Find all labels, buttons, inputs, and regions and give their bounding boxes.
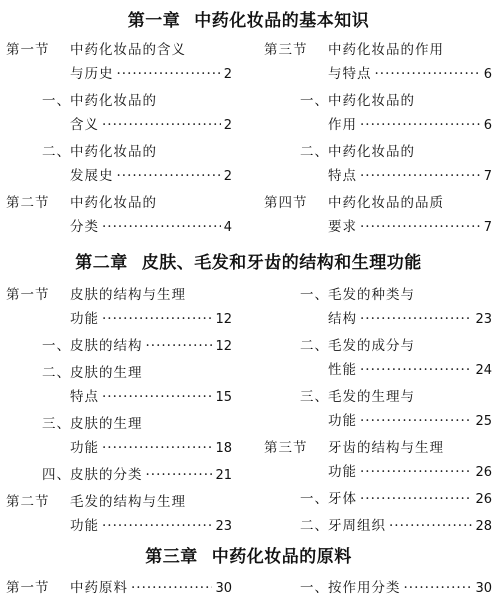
toc-entry-number: 一、 (300, 287, 329, 303)
dot-leader (404, 578, 473, 598)
toc-entry-number: 二、 (42, 144, 71, 160)
toc-entry[interactable] (6, 336, 232, 360)
dot-leader (360, 115, 481, 135)
dot-leader (117, 166, 221, 186)
page-number: 21 (215, 468, 232, 483)
toc-entry-title: 特点 (70, 389, 99, 405)
toc-entry-title: 毛发的结构与生理 (70, 494, 186, 510)
dot-leader (360, 489, 472, 509)
page-number: 23 (475, 312, 492, 327)
chapter-heading-2 (0, 248, 497, 273)
toc-entry-title: 中药化妆品的 (70, 93, 157, 109)
toc-entry-title: 与历史 (70, 66, 114, 82)
chapter-heading-1 (0, 6, 497, 31)
toc-entry[interactable] (6, 492, 232, 540)
dot-leader (102, 309, 212, 329)
dot-leader (360, 309, 472, 329)
toc-entry-title: 皮肤的结构与生理 (70, 287, 186, 303)
toc-entry-title: 作用 (328, 117, 357, 133)
page-number: 30 (475, 581, 492, 596)
toc-entry-title: 中药化妆品的作用 (328, 42, 444, 58)
toc-entry[interactable] (264, 193, 492, 241)
dot-leader (389, 516, 472, 536)
dot-leader (146, 336, 213, 356)
toc-entry[interactable] (264, 438, 492, 486)
toc-entry[interactable] (6, 91, 232, 139)
toc-entry-title: 中药化妆品的 (328, 144, 415, 160)
page-number: 2 (223, 118, 232, 133)
chapter-heading-3 (0, 542, 497, 567)
toc-entry-number: 第三节 (264, 440, 308, 456)
toc-entry-number: 一、 (42, 338, 71, 354)
toc-entry-title: 牙体 (328, 491, 357, 507)
chapter-title: 中药化妆品的基本知识 (194, 11, 370, 31)
toc-entry-title: 中药化妆品的 (70, 195, 157, 211)
toc-entry-title: 含义 (70, 117, 99, 133)
dot-leader (102, 438, 212, 458)
toc-entry-number: 二、 (300, 338, 329, 354)
toc-entry-number: 第四节 (264, 195, 308, 211)
toc-entry-number: 四、 (42, 467, 71, 483)
toc-entry-number: 第二节 (6, 494, 50, 510)
toc-entry-title: 中药化妆品的 (328, 93, 415, 109)
toc-entry-title: 功能 (70, 311, 99, 327)
page-number: 12 (215, 312, 232, 327)
page-number: 24 (475, 363, 492, 378)
page-number: 26 (475, 492, 492, 507)
toc-entry[interactable] (264, 40, 492, 88)
page-number: 12 (215, 339, 232, 354)
page-number: 6 (483, 67, 492, 82)
toc-entry[interactable] (264, 285, 492, 333)
toc-entry[interactable] (264, 578, 492, 602)
toc-entry-title: 皮肤的生理 (70, 365, 143, 381)
toc-entry-title: 功能 (70, 518, 99, 534)
toc-entry-number: 三、 (42, 416, 71, 432)
toc-entry-title: 发展史 (70, 168, 114, 184)
chapter-number: 第三章 (145, 547, 198, 567)
dot-leader (360, 360, 472, 380)
toc-entry-title: 毛发的成分与 (328, 338, 415, 354)
page-number: 4 (223, 220, 232, 235)
dot-leader (146, 465, 213, 485)
toc-entry-title: 要求 (328, 219, 357, 235)
toc-entry-title: 中药原料 (70, 580, 128, 596)
toc-entry-number: 一、 (42, 93, 71, 109)
toc-entry[interactable] (264, 489, 492, 513)
toc-entry-number: 第一节 (6, 580, 50, 596)
chapter-title: 皮肤、毛发和牙齿的结构和生理功能 (141, 253, 422, 273)
toc-entry-number: 第一节 (6, 287, 50, 303)
toc-entry-title: 功能 (70, 440, 99, 456)
toc-entry-title: 与特点 (328, 66, 372, 82)
toc-entry[interactable] (6, 40, 232, 88)
toc-entry-title: 中药化妆品的品质 (328, 195, 444, 211)
toc-entry[interactable] (264, 142, 492, 190)
toc-entry[interactable] (6, 363, 232, 411)
toc-entry-number: 二、 (42, 365, 71, 381)
toc-entry-number: 一、 (300, 93, 329, 109)
page-number: 18 (215, 441, 232, 456)
toc-entry-number: 第二节 (6, 195, 50, 211)
dot-leader (360, 217, 481, 237)
toc-entry-title: 功能 (328, 413, 357, 429)
dot-leader (102, 217, 221, 237)
toc-entry-number: 三、 (300, 389, 329, 405)
toc-entry-number: 第三节 (264, 42, 308, 58)
page-number: 7 (483, 220, 492, 235)
dot-leader (102, 115, 221, 135)
dot-leader (131, 578, 212, 598)
toc-entry-title: 牙周组织 (328, 518, 386, 534)
page-number: 23 (215, 519, 232, 534)
toc-entry-title: 皮肤的结构 (70, 338, 143, 354)
toc-entry-title: 性能 (328, 362, 357, 378)
dot-leader (375, 64, 481, 84)
page-number: 2 (223, 169, 232, 184)
toc-entry-number: 一、 (300, 491, 329, 507)
chapter-number: 第二章 (75, 253, 128, 273)
chapter-title: 中药化妆品的原料 (211, 547, 352, 567)
toc-entry[interactable] (6, 193, 232, 241)
dot-leader (360, 462, 472, 482)
page-number: 2 (223, 67, 232, 82)
toc-entry-title: 牙齿的结构与生理 (328, 440, 444, 456)
toc-entry[interactable] (6, 414, 232, 462)
toc-entry-title: 按作用分类 (328, 580, 401, 596)
page-number: 26 (475, 465, 492, 480)
toc-entry-number: 二、 (300, 518, 329, 534)
toc-entry-number: 二、 (300, 144, 329, 160)
dot-leader (102, 387, 212, 407)
toc-entry-title: 毛发的生理与 (328, 389, 415, 405)
toc-entry-title: 功能 (328, 464, 357, 480)
page-number: 7 (483, 169, 492, 184)
toc-entry[interactable] (6, 142, 232, 190)
page-number: 30 (215, 581, 232, 596)
page-number: 15 (215, 390, 232, 405)
toc-entry[interactable] (264, 336, 492, 384)
toc-entry-title: 中药化妆品的 (70, 144, 157, 160)
toc-entry-title: 结构 (328, 311, 357, 327)
toc-entry-title: 毛发的种类与 (328, 287, 415, 303)
toc-entry-number: 第一节 (6, 42, 50, 58)
toc-entry[interactable] (264, 516, 492, 540)
toc-entry-title: 皮肤的分类 (70, 467, 143, 483)
toc-entry[interactable] (264, 91, 492, 139)
page-number: 25 (475, 414, 492, 429)
toc-entry-title: 中药化妆品的含义 (70, 42, 186, 58)
toc-entry-number: 一、 (300, 580, 329, 596)
page-number: 28 (475, 519, 492, 534)
toc-entry[interactable] (6, 465, 232, 489)
dot-leader (360, 411, 472, 431)
toc-entry[interactable] (6, 285, 232, 333)
toc-entry-title: 分类 (70, 219, 99, 235)
dot-leader (117, 64, 221, 84)
dot-leader (360, 166, 481, 186)
toc-entry-title: 特点 (328, 168, 357, 184)
dot-leader (102, 516, 212, 536)
page-number: 6 (483, 118, 492, 133)
toc-entry-title: 皮肤的生理 (70, 416, 143, 432)
toc-entry[interactable] (6, 578, 232, 602)
chapter-number: 第一章 (127, 11, 181, 31)
toc-entry[interactable] (264, 387, 492, 435)
